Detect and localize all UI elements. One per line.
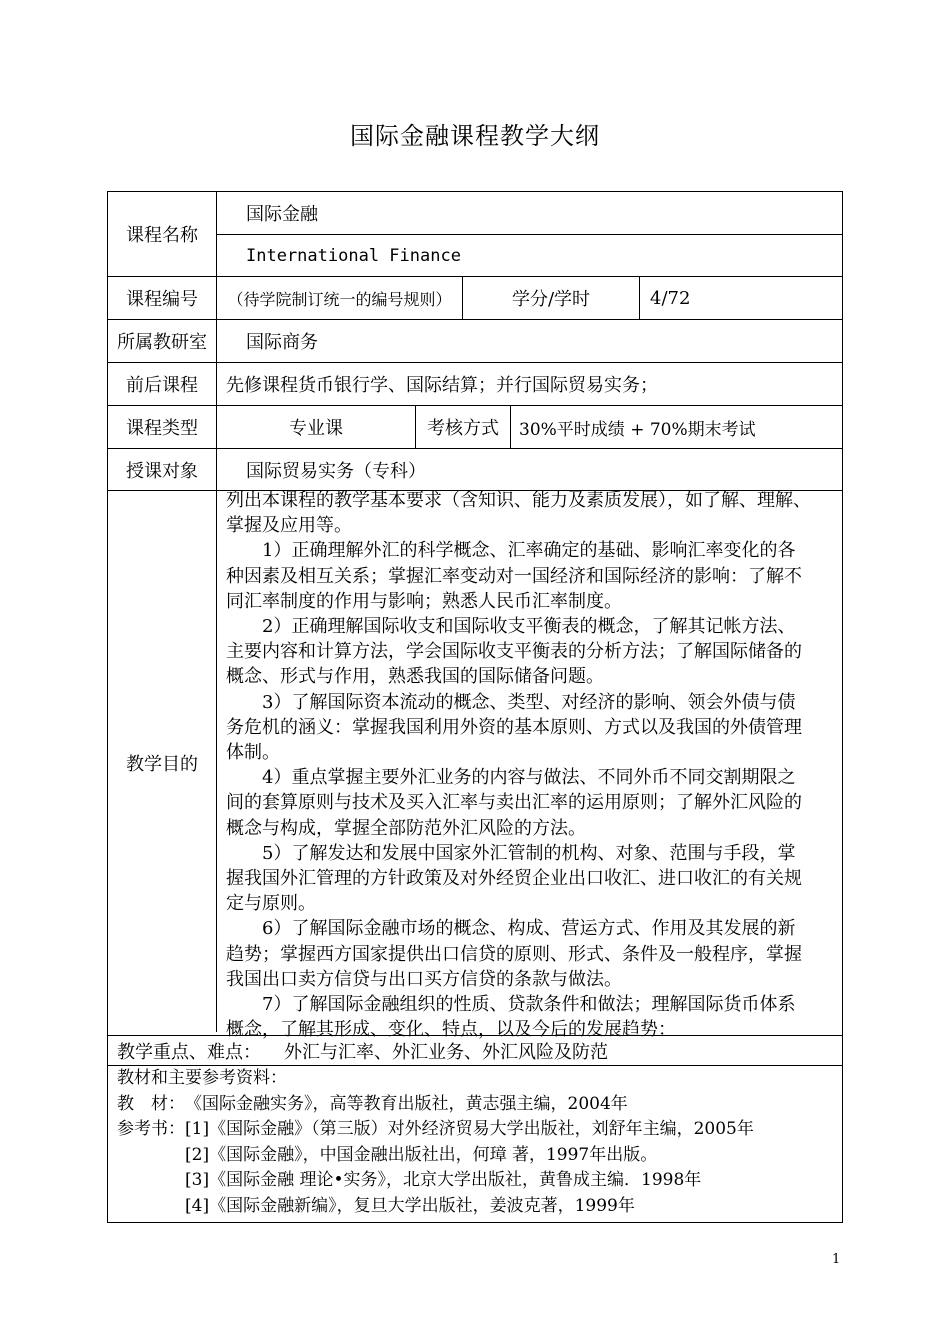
course-name-en: International Finance: [246, 245, 461, 266]
objective-line: 握我国外汇管理的方针政策及对外经贸企业出口收汇、进口收汇的有关规: [226, 868, 802, 890]
objective-line: 间的套算原则与技术及买入汇率与卖出汇率的运用原则；了解外汇风险的: [226, 792, 802, 814]
key-points-label: 教学重点、难点：: [117, 1041, 261, 1063]
material-line: [2]《国际金融》，中国金融出版社出，何璋 著，1997年出版。: [117, 1144, 658, 1165]
objective-line: 定与原则。: [226, 893, 316, 915]
objective-line: 种因素及相互关系；掌握汇率变动对一国经济和国际经济的影响：了解不: [226, 565, 802, 587]
objective-line: 1）正确理解外汇的科学概念、汇率确定的基础、影响汇率变化的各: [226, 540, 796, 562]
row-audience: [108, 449, 842, 491]
exam-label: 考核方式: [415, 406, 510, 448]
objective-line: 概念与构成，掌握全部防范外汇风险的方法。: [226, 817, 586, 839]
document-title: 国际金融课程教学大纲: [350, 122, 600, 150]
course-name-label: 课程名称: [126, 225, 198, 246]
objective-line: 7）了解国际金融组织的性质、贷款条件和做法；理解国际货币体系: [226, 994, 796, 1016]
objective-line: 务危机的涵义：掌握我国利用外资的基本原则、方式以及我国的外债管理: [226, 716, 802, 738]
material-line: 参考书：[1]《国际金融》（第三版）对外经济贸易大学出版社，刘舒年主编，2005年: [117, 1119, 754, 1139]
objective-line: 5）了解发达和发展中国家外汇管制的机构、对象、范围与手段，掌: [226, 842, 796, 864]
objective-line: 概念，了解其形成、变化、特点，以及今后的发展趋势：: [226, 1019, 676, 1041]
row-course-type: [108, 406, 842, 449]
credit-label: 学分/学时: [462, 277, 639, 319]
material-line: [4]《国际金融新编》，复旦大学出版社，姜波克著，1999年: [117, 1195, 635, 1216]
row-course-name: [108, 192, 842, 277]
audience-value: 国际贸易实务（专科）: [216, 449, 842, 490]
audience-label: 授课对象: [126, 460, 198, 482]
row-department: [108, 320, 842, 363]
objective-line: 我国出口卖方信贷与出口买方信贷的条款与做法。: [226, 968, 622, 990]
prerequisite-label: 前后课程: [126, 375, 198, 396]
row-prerequisite: [108, 363, 842, 406]
objective-line: 趋势；掌握西方国家提供出口信贷的原则、形式、条件及一般程序，掌握: [226, 943, 802, 965]
objective-line: 4）重点掌握主要外汇业务的内容与做法、不同外币不同交割期限之: [226, 767, 796, 789]
course-type-value: 专业课: [216, 406, 415, 448]
prerequisite-value: 先修课程货币银行学、国际结算；并行国际贸易实务；: [216, 363, 842, 405]
objectives-label: 教学目的: [126, 754, 198, 775]
material-line: [3]《国际金融 理论•实务》，北京大学出版社，黄鲁成主编．1998年: [117, 1170, 702, 1190]
objective-line: 主要内容和计算方法，学会国际收支平衡表的分析方法；了解国际储备的: [226, 641, 802, 663]
department-value: 国际商务: [216, 320, 842, 362]
materials-heading: 教材和主要参考资料：: [117, 1068, 287, 1088]
course-name-zh: 国际金融: [217, 192, 842, 235]
materials-section: [117, 1066, 837, 1219]
objective-line: 3）了解国际资本流动的概念、类型、对经济的影响、领会外债与债: [226, 691, 796, 713]
course-type-label: 课程类型: [126, 418, 198, 439]
course-code-value: （待学院制订统一的编号规则）: [216, 277, 462, 319]
material-line: 教 材： 《国际金融实务》，高等教育出版社，黄志强主编，2004年: [117, 1093, 628, 1114]
exam-value: 30%平时成绩 + 70%期末考试: [510, 406, 842, 448]
objectives-text: [216, 488, 842, 1041]
objective-line: 掌握及应用等。: [226, 515, 352, 537]
course-code-label: 课程编号: [126, 289, 198, 310]
objective-line: 列出本课程的教学基本要求（含知识、能力及素质发展），如了解、理解、: [226, 490, 811, 511]
row-objectives: [108, 490, 842, 1041]
row-key-points: [108, 1036, 842, 1066]
objective-line: 概念、形式与作用，熟悉我国的国际储备问题。: [226, 666, 604, 688]
credit-value: 4/72: [639, 277, 842, 319]
department-label: 所属教研室: [117, 332, 207, 353]
objective-line: 同汇率制度的作用与影响；熟悉人民币汇率制度。: [226, 590, 622, 612]
syllabus-table: [107, 191, 843, 1223]
key-points-value: 外汇与汇率、外汇业务、外汇风险及防范: [284, 1041, 608, 1063]
row-course-code: [108, 277, 842, 320]
page-number: 1: [832, 1252, 841, 1267]
objective-line: 体制。: [226, 742, 280, 764]
course-name-values: [216, 192, 842, 276]
objective-line: 2）正确理解国际收支和国际收支平衡表的概念，了解其记帐方法、: [226, 616, 796, 638]
objective-line: 6）了解国际金融市场的概念、构成、营运方式、作用及其发展的新: [226, 918, 796, 940]
